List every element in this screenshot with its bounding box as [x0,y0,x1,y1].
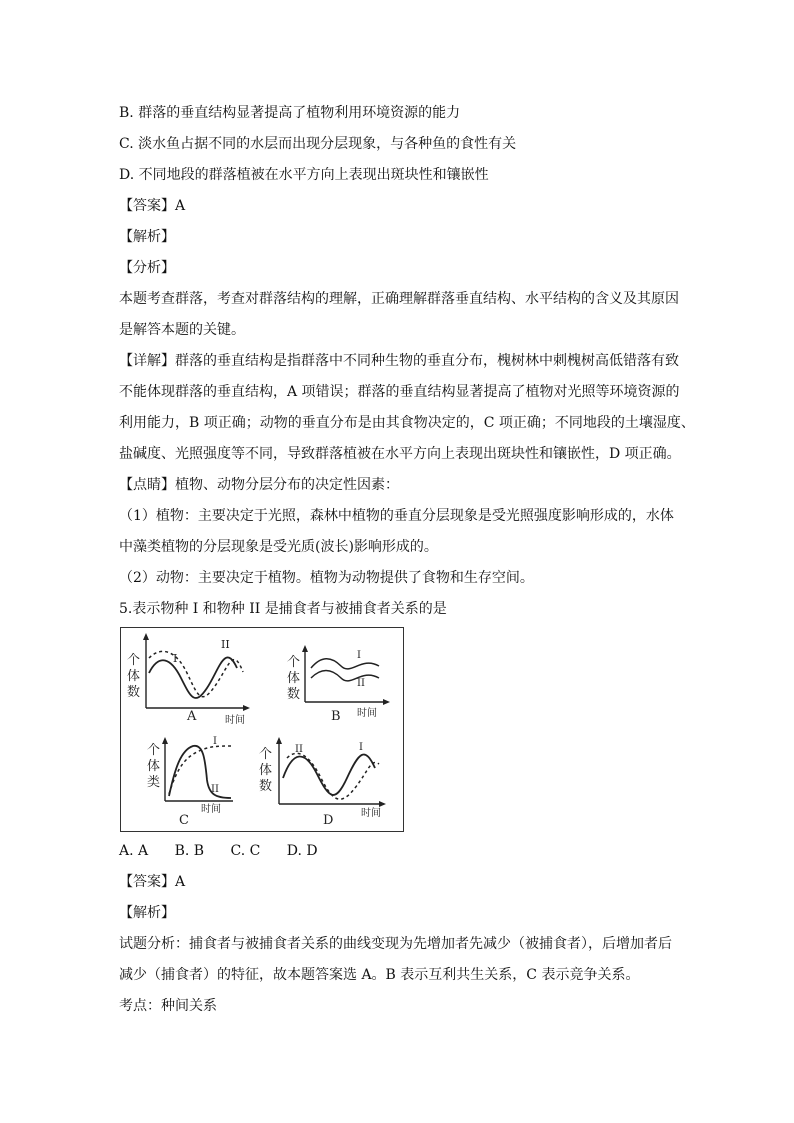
text-line: （2）动物：主要决定于植物。植物为动物提供了食物和生存空间。 [119,570,534,586]
panel-b-ylabel-3: 数 [287,687,301,702]
text-line: 5.表示物种 I 和物种 II 是捕食者与被捕食者关系的是 [119,601,447,617]
text-line: 利用能力，B 项正确；动物的垂直分布是由其食物决定的，C 项正确；不同地段的土壤湿度、 [119,415,695,431]
text-line: 盐碱度、光照强度等不同，导致群落植被在水平方向上表现出斑块性和镶嵌性，D 项正确。 [119,446,681,462]
panel-b-letter: B [331,709,341,724]
panel-b-species-i-curve [311,659,379,669]
option-a: A. A [119,843,149,859]
figure-svg [121,628,405,833]
option-b: B. B [174,843,205,859]
text-line: 【分析】 [119,260,175,276]
panel-a-ylabel-2: 体 [127,669,141,684]
panel-b [287,645,390,724]
answer-line: 减少（捕食者）的特征，故本题答案选 A。B 表示互利共生关系，C 表示竞争关系。 [119,967,640,983]
panel-d-ylabel-3: 数 [259,779,273,794]
panel-c-letter: C [179,813,189,828]
panel-b-ylabel-1: 个 [287,655,301,670]
text-line: 不能体现群落的垂直结构，A 项错误；群落的垂直结构显著提高了植物对光照等环境资源的 [119,384,680,400]
panel-d-ylabel-1: 个 [259,747,273,762]
panel-c-xlabel: 时间 [201,804,221,815]
option-d: D. D [286,843,318,859]
panel-b-species-i-label: I [357,650,361,661]
panel-d-species-i-curve [283,755,375,795]
panel-c-ylabel-2: 体 [147,759,161,774]
panel-d-species-ii-curve [287,753,379,799]
population-curves-figure [120,627,404,832]
panel-b-species-ii-label: II [357,678,365,689]
panel-d [259,737,386,828]
panel-b-species-ii-curve [311,671,379,681]
panel-b-xlabel: 时间 [357,708,377,719]
panel-c-species-ii-curve [169,746,233,794]
text-line: D. 不同地段的群落植被在水平方向上表现出斑块性和镶嵌性 [119,167,489,183]
answer-line: 【答案】A [119,874,186,890]
panel-a-xlabel: 时间 [225,715,245,726]
answer-line: 【解析】 [119,905,175,921]
panel-a-species-i-curve [149,657,237,698]
answer-line: 试题分析：捕食者与被捕食者关系的曲线变现为先增加者先减少（被捕食者），后增加者后 [119,936,672,952]
panel-d-xlabel: 时间 [361,808,381,819]
text-line: 【点睛】植物、动物分层分布的决定性因素： [119,477,399,493]
panel-c [147,736,233,828]
panel-c-ylabel-3: 类 [147,775,161,790]
panel-a-species-ii-label: II [221,638,230,651]
panel-a-ylabel-3: 数 [127,685,141,700]
text-line: （1）植物：主要决定于光照，森林中植物的垂直分层现象是受光照强度影响形成的，水体 [119,508,674,524]
text-line: C. 淡水鱼占据不同的水层而出现分层现象，与各种鱼的食性有关 [119,136,517,152]
panel-d-species-ii-label: II [295,744,303,755]
panel-c-species-ii-label: II [211,784,219,795]
option-c: C. C [230,843,261,859]
answer-options [119,841,340,861]
panel-a-species-i-label: I [173,652,178,665]
panel-a [127,633,250,726]
text-line: 本题考查群落，考查对群落结构的理解，正确理解群落垂直结构、水平结构的含义及其原因 [119,291,679,307]
answer-line: 考点：种间关系 [119,998,217,1014]
text-line: 【答案】A [119,198,186,214]
text-line: B. 群落的垂直结构显著提高了植物利用环境资源的能力 [119,105,461,121]
panel-b-ylabel-2: 体 [287,671,301,686]
panel-d-letter: D [323,813,334,828]
text-line: 是解答本题的关键。 [119,322,245,338]
panel-d-species-i-label: I [359,742,363,753]
panel-d-ylabel-2: 体 [259,763,273,778]
panel-a-ylabel-1: 个 [127,653,141,668]
text-line: 中藻类植物的分层现象是受光质(波长)影响形成的。 [119,539,438,555]
panel-a-letter: A [187,709,197,724]
panel-c-ylabel-1: 个 [147,743,161,758]
text-line: 【详解】群落的垂直结构是指群落中不同种生物的垂直分布，槐树林中刺槐树高低错落有致 [119,353,679,369]
panel-c-species-i-label: I [213,736,217,747]
text-line: 【解析】 [119,229,175,245]
